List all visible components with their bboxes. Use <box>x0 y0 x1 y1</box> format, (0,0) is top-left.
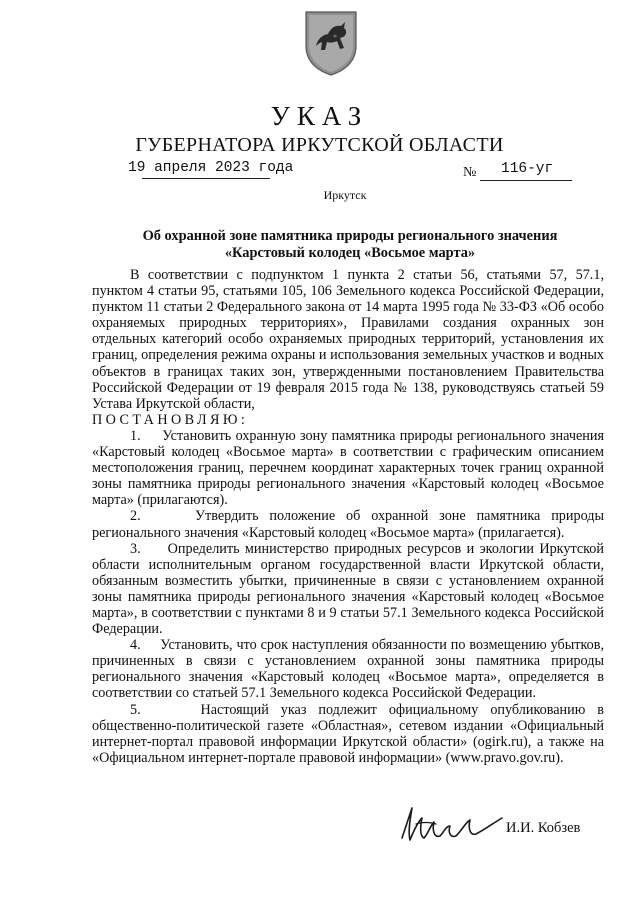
decree-item-1: 1. Установить охранную зону памятника природы регионального значения «Карстовый колодец «Восьмое марта» в соответствии с графическим описанием местоположения границ, перечнем координат характерных точек границ охранной зоны памятника природы регионального значения «Карстовый колодец «Восьмое марта» (прилагаются). <box>92 427 604 509</box>
handwritten-signature <box>396 800 506 850</box>
decree-date <box>128 160 293 176</box>
decree-item-2: 2. Утвердить положение об охранной зоне памятника природы регионального значения «Карстовый колодец «Восьмое марта» (прилагается). <box>92 508 604 541</box>
city: Иркутск <box>323 188 367 202</box>
document-title: УКАЗ <box>270 101 369 131</box>
heading-line-2: «Карстовый колодец «Восьмое марта» <box>224 245 476 261</box>
decree-item-3: 3. Определить министерство природных ресурсов и экологии Иркутской области исполнительным органом государственной власти Иркутской области, обязанным возместить убытки, причиненные в связи с установлением охранной зоны памятника природы регионального значения «Карстовый колодец «Восьмое марта», в соответствии с пунктами 8 и 9 статьи 57.1 Земельного кодекса Российской Федерации. <box>92 540 604 638</box>
number-underline <box>480 180 572 181</box>
decree-item-4: 4. Установить, что срок наступления обязанности по возмещению убытков, причиненных в связи с установлением охранной зоны памятника природы регионального значения «Карстовый колодец «Восьмое марта», определяется в соответствии со статьей 57.1 Земельного кодекса Российской Федерации. <box>92 637 604 702</box>
decree-date-value: 19 апреля 2023 года <box>128 160 294 176</box>
coat-of-arms-icon <box>300 8 362 76</box>
date-underline <box>142 178 270 179</box>
heading-line-1: Об охранной зоне памятника природы регионального значения <box>142 228 558 244</box>
document-subtitle: ГУБЕРНАТОРА ИРКУТСКОЙ ОБЛАСТИ <box>135 134 504 156</box>
decree-item-5: 5. Настоящий указ подлежит официальному опубликованию в общественно-политической газете «Областная», сетевом издании «Официальный интернет-портал правовой информации Иркутской области» (ogirk.ru), а также на «Официальном интернет-портале правовой информации» (www.pravo.gov.ru). <box>92 701 604 766</box>
decree-number <box>463 161 554 181</box>
decree-number-value: 116-уг <box>501 161 554 177</box>
number-sign: № <box>463 165 477 180</box>
decree-word: ПОСТАНОВЛЯЮ: <box>92 411 249 428</box>
signer-name: И.И. Кобзев <box>506 820 581 836</box>
decree-heading <box>80 228 620 262</box>
decree-body <box>92 267 604 766</box>
preamble: В соответствии с подпунктом 1 пункта 2 статьи 56, статьями 57, 57.1, пунктом 4 статьи 95, статьями 105, 106 Земельного кодекса Российской Федерации, пунктом 11 статьи 2 Федерального закона от 14 марта 1995 года № 33-ФЗ «Об особо охраняемых природных территориях», Правилами создания охранных зон отдельных категорий особо охраняемых природных территорий, установления их границ, определения режима охраны и использования земельных участков и водных объектов в границах таких зон, утвержденными постановлением Правительства Российской Федерации от 19 февраля 2015 года № 138, руководствуясь статьей 59 Устава Иркутской области, <box>92 267 604 412</box>
